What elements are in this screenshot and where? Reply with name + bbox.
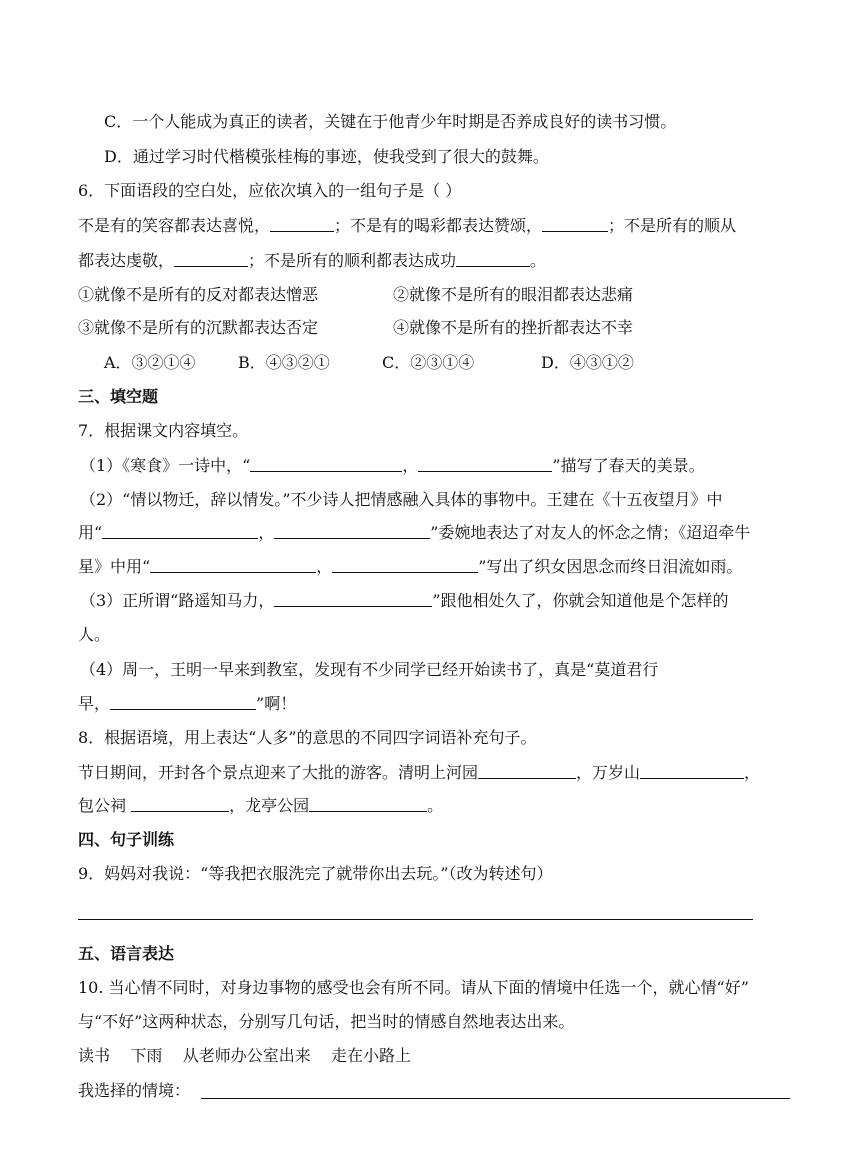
q8-text: ，万岁山: [576, 763, 641, 782]
q6-sentence-3: ③就像不是所有的沉默都表达否定: [78, 318, 319, 337]
q7-text: ”委婉地表达了对友人的怀念之情；《迢迢牵牛: [430, 523, 751, 542]
q6-choice-a[interactable]: A．③②①④: [104, 353, 196, 372]
q8-text: ，: [744, 763, 761, 782]
q7-blank-3[interactable]: [102, 522, 258, 539]
q8-line2: [78, 795, 443, 817]
q6-text: ；不是有的喝彩都表达赞颂，: [334, 216, 543, 235]
q6-blank-1[interactable]: [270, 215, 334, 232]
q6-choice-c[interactable]: C．②③①④: [382, 353, 475, 372]
q7-item-3-line1: [80, 590, 729, 612]
q7-text: ，: [316, 557, 333, 576]
q6-passage-line1: [78, 215, 736, 237]
q8-text: ，龙亭公园: [229, 796, 310, 815]
q8-text: 。: [427, 796, 444, 815]
q7-blank-5[interactable]: [150, 556, 316, 573]
q6-blank-2[interactable]: [542, 215, 608, 232]
q9-stem: 9．妈妈对我说：“等我把衣服洗完了就带你出去玩。”（改为转述句）: [78, 864, 553, 883]
q7-text: 早，: [78, 694, 111, 713]
q6-choice-b[interactable]: B．④③②①: [238, 353, 330, 372]
q8-blank-1[interactable]: [478, 762, 576, 779]
q7-text: （3）正所谓“路遥知马力，: [80, 591, 275, 610]
q8-text: 节日期间，开封各个景点迎来了大批的游客。清明上河园: [78, 763, 479, 782]
q6-stem: 6．下面语段的空白处，应依次填入的一组句子是（ ）: [78, 181, 462, 200]
q10-choice-answer-line[interactable]: [201, 1098, 790, 1099]
q7-blank-7[interactable]: [274, 590, 432, 607]
q7-text: ”写出了织女因思念而终日泪流如雨。: [478, 557, 743, 576]
q7-text: 用“: [78, 523, 103, 542]
q7-text: （1）《寒食》一诗中，“: [80, 456, 251, 475]
q6-text: ；不是所有的顺从: [608, 216, 737, 235]
q7-text: 星》中用“: [78, 557, 151, 576]
q10-stem-line2: 与“不好”这两种状态，分别写几句话，把当时的情感自然地表达出来。: [78, 1012, 575, 1031]
q8-blank-4[interactable]: [309, 795, 427, 812]
q6-text: 不是有的笑容都表达喜悦，: [78, 216, 271, 235]
q7-text: ，: [258, 523, 275, 542]
q6-blank-4[interactable]: [456, 250, 530, 267]
q8-blank-3[interactable]: [131, 795, 229, 812]
q7-text: ，: [402, 456, 419, 475]
q6-passage-line2: [78, 250, 546, 272]
q6-text: 都表达虔敬，: [78, 251, 175, 270]
q8-blank-2[interactable]: [640, 762, 744, 779]
q7-stem: 7．根据课文内容填空。: [78, 421, 249, 440]
q7-text: ”描写了春天的美景。: [552, 456, 705, 475]
q6-choice-d[interactable]: D．④③①②: [541, 353, 634, 372]
q7-item-2-line3: [78, 556, 742, 578]
q6-sentence-2: ②就像不是所有的眼泪都表达悲痛: [393, 285, 634, 304]
q6-blank-3[interactable]: [174, 250, 248, 267]
q8-line1: [78, 762, 760, 784]
q7-item-4-line2: [78, 693, 296, 715]
section-3-title: 三、填空题: [78, 387, 159, 406]
q7-item-2-line2: [78, 522, 750, 544]
section-4-title: 四、句子训练: [78, 830, 175, 849]
q7-text: ”啊！: [256, 694, 297, 713]
q10-scenario-options: 读书 下雨 从老师办公室出来 走在小路上: [78, 1046, 412, 1065]
q8-stem: 8．根据语境，用上表达“人多”的意思的不同四字词语补充句子。: [78, 728, 537, 747]
q8-text: 包公祠: [78, 796, 132, 815]
q5-option-d: D．通过学习时代楷模张桂梅的事迹，使我受到了很大的鼓舞。: [104, 147, 549, 166]
q10-stem-line1: 10. 当心情不同时，对身边事物的感受也会有所不同。请从下面的情境中任选一个，就心情“好”: [78, 978, 749, 997]
q6-text: ；不是所有的顺利都表达成功: [248, 251, 457, 270]
q7-item-1: [80, 455, 705, 477]
q10-choice-label: 我选择的情境：: [78, 1081, 191, 1100]
q7-blank-4[interactable]: [274, 522, 430, 539]
q7-item-4-line1: （4）周一，王明一早来到教室，发现有不少同学已经开始读书了，真是“莫道君行: [80, 660, 659, 679]
q9-answer-line[interactable]: [78, 919, 753, 920]
q6-text: 。: [530, 251, 547, 270]
q7-blank-6[interactable]: [332, 556, 478, 573]
q6-sentence-4: ④就像不是所有的挫折都表达不幸: [393, 318, 634, 337]
q7-blank-2[interactable]: [418, 455, 552, 472]
q7-item-2-line1: （2）“情以物迁，辞以情发。”不少诗人把情感融入具体的事物中。王建在《十五夜望月》中: [80, 490, 723, 509]
q7-text: ”跟他相处久了，你就会知道他是个怎样的: [432, 591, 729, 610]
q7-item-3-line2: 人。: [78, 625, 111, 644]
q7-blank-8[interactable]: [110, 693, 256, 710]
q7-blank-1[interactable]: [250, 455, 402, 472]
q6-sentence-1: ①就像不是所有的反对都表达憎恶: [78, 285, 319, 304]
q5-option-c: C．一个人能成为真正的读者，关键在于他青少年时期是否养成良好的读书习惯。: [104, 112, 677, 131]
section-5-title: 五、语言表达: [78, 944, 175, 963]
